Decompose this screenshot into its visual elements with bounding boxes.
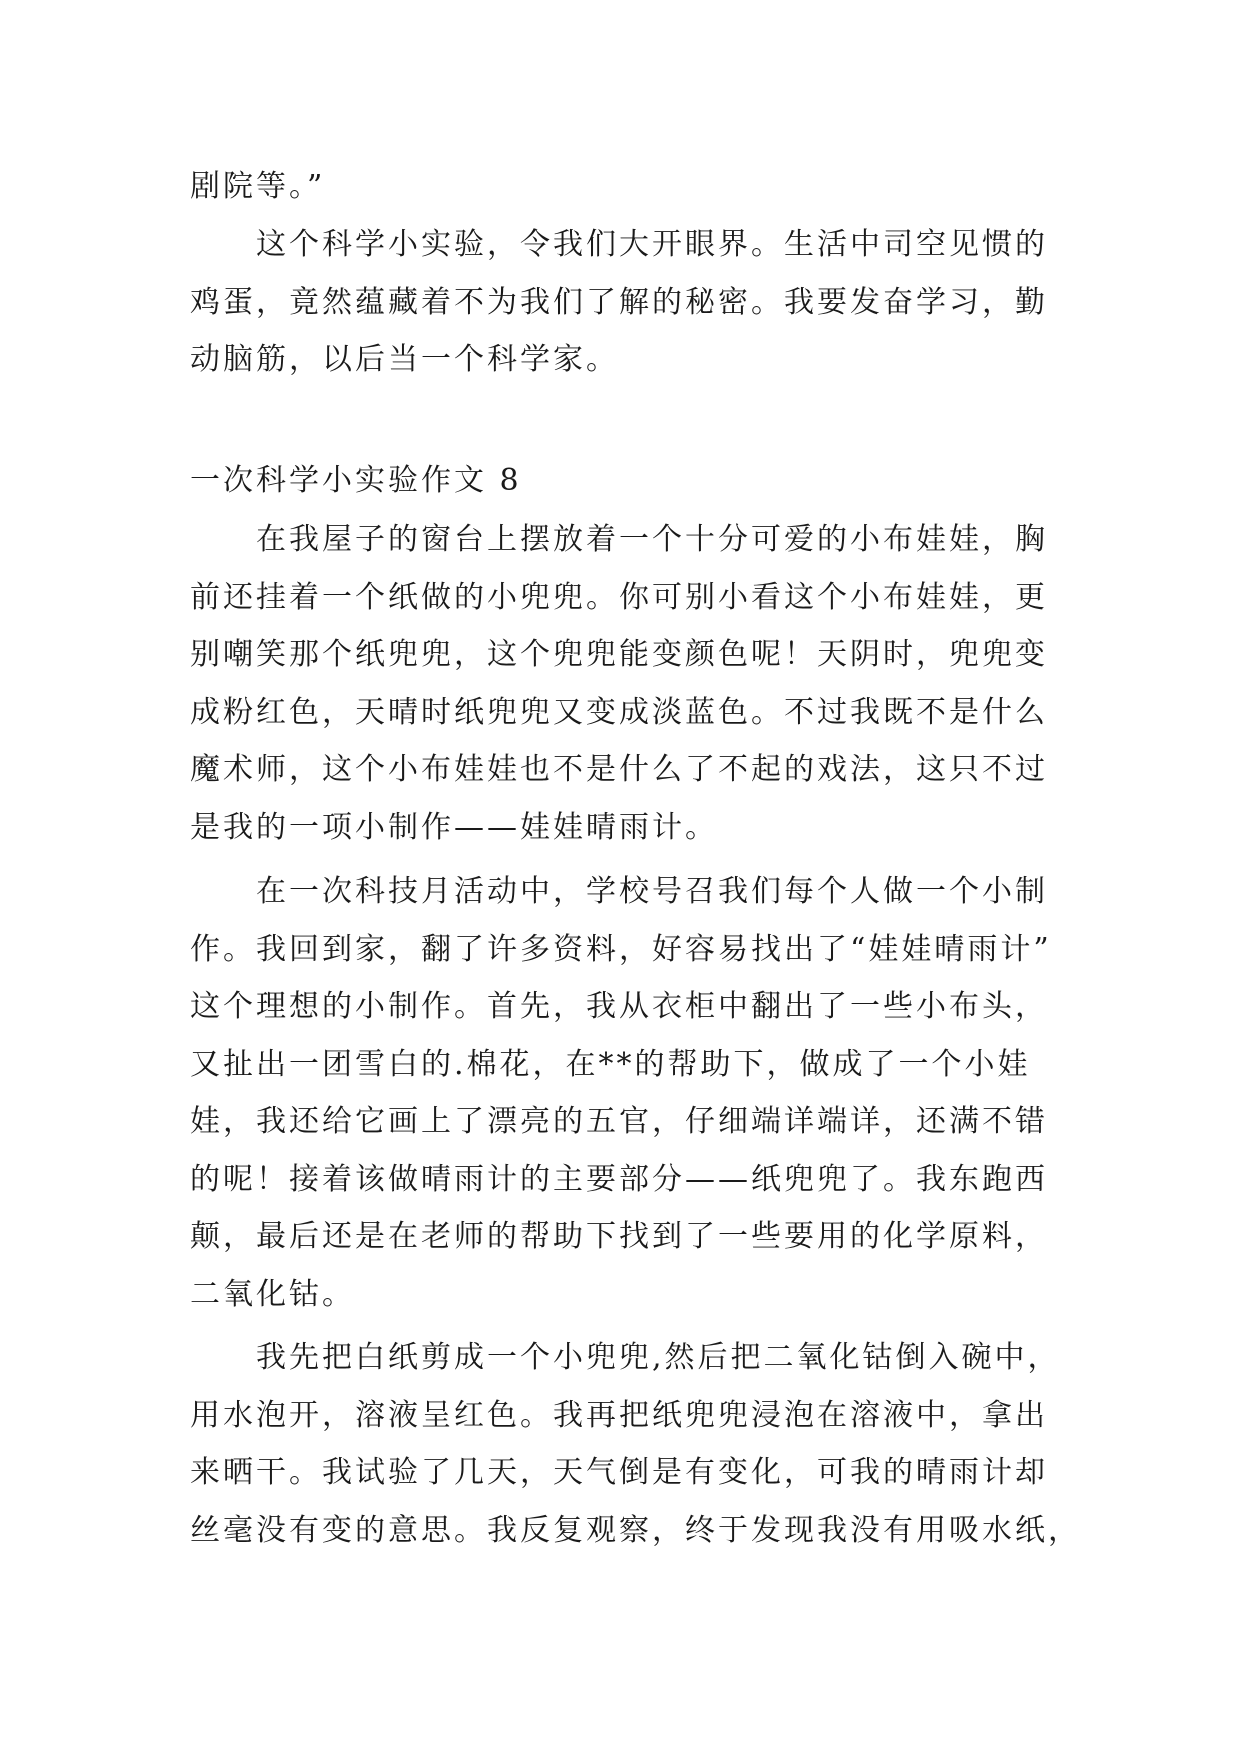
text-line: 在一次科技月活动中，学校号召我们每个人做一个小制 xyxy=(256,874,1048,909)
text-line: 剧院等。” xyxy=(190,169,326,204)
section-heading xyxy=(190,452,1050,510)
text-line: 前还挂着一个纸做的小兜兜。你可别小看这个小布娃娃，更 xyxy=(190,579,1048,615)
prev-paragraph xyxy=(190,216,1050,389)
text-line: 作。我回到家，翻了许多资料，好容易找出了“娃娃晴雨计” xyxy=(190,931,1052,967)
text-line: 娃，我还给它画上了漂亮的五官，仔细端详端详，还满不错 xyxy=(190,1104,1048,1139)
text-line: 这个理想的小制作。首先，我从衣柜中翻出了一些小布头， xyxy=(190,989,1048,1024)
text-line: 鸡蛋，竟然蕴藏着不为我们了解的秘密。我要发奋学习，勤 xyxy=(190,284,1048,320)
paragraph-1 xyxy=(190,511,1050,856)
text-line: 这个科学小实验，令我们大开眼界。生活中司空见惯的 xyxy=(256,227,1048,262)
text-line: 颠，最后还是在老师的帮助下找到了一些要用的化学原料， xyxy=(190,1219,1048,1254)
text-line: 的呢！接着该做晴雨计的主要部分——纸兜兜了。我东跑西 xyxy=(190,1161,1048,1197)
text-line: 魔术师，这个小布娃娃也不是什么了不起的戏法，这只不过 xyxy=(190,752,1048,787)
text-line: 用水泡开，溶液呈红色。我再把纸兜兜浸泡在溶液中，拿出 xyxy=(190,1397,1048,1433)
text-line: 又扯出一团雪白的.棉花，在**的帮助下，做成了一个小娃 xyxy=(190,1046,1031,1082)
text-line: 二氧化钴。 xyxy=(190,1276,355,1312)
text-line: 别嘲笑那个纸兜兜，这个兜兜能变颜色呢！天阴时，兜兜变 xyxy=(190,637,1048,672)
paragraph-3 xyxy=(190,1329,1081,1559)
text-line: 来晒干。我试验了几天，天气倒是有变化，可我的晴雨计却 xyxy=(190,1455,1048,1490)
text-line: 动脑筋，以后当一个科学家。 xyxy=(190,342,619,377)
intro-tail xyxy=(190,158,1050,216)
text-line: 我先把白纸剪成一个小兜兜,然后把二氧化钴倒入碗中， xyxy=(256,1340,1061,1375)
text-line: 是我的一项小制作——娃娃晴雨计。 xyxy=(190,809,718,845)
text-line: 成粉红色，天晴时纸兜兜又变成淡蓝色。不过我既不是什么 xyxy=(190,694,1048,730)
text-line: 丝毫没有变的意思。我反复观察，终于发现我没有用吸水纸， xyxy=(190,1512,1081,1548)
section-title: 一次科学小实验作文 8 xyxy=(190,463,522,498)
text-line: 在我屋子的窗台上摆放着一个十分可爱的小布娃娃，胸 xyxy=(256,522,1048,557)
paragraph-2 xyxy=(190,863,1050,1323)
